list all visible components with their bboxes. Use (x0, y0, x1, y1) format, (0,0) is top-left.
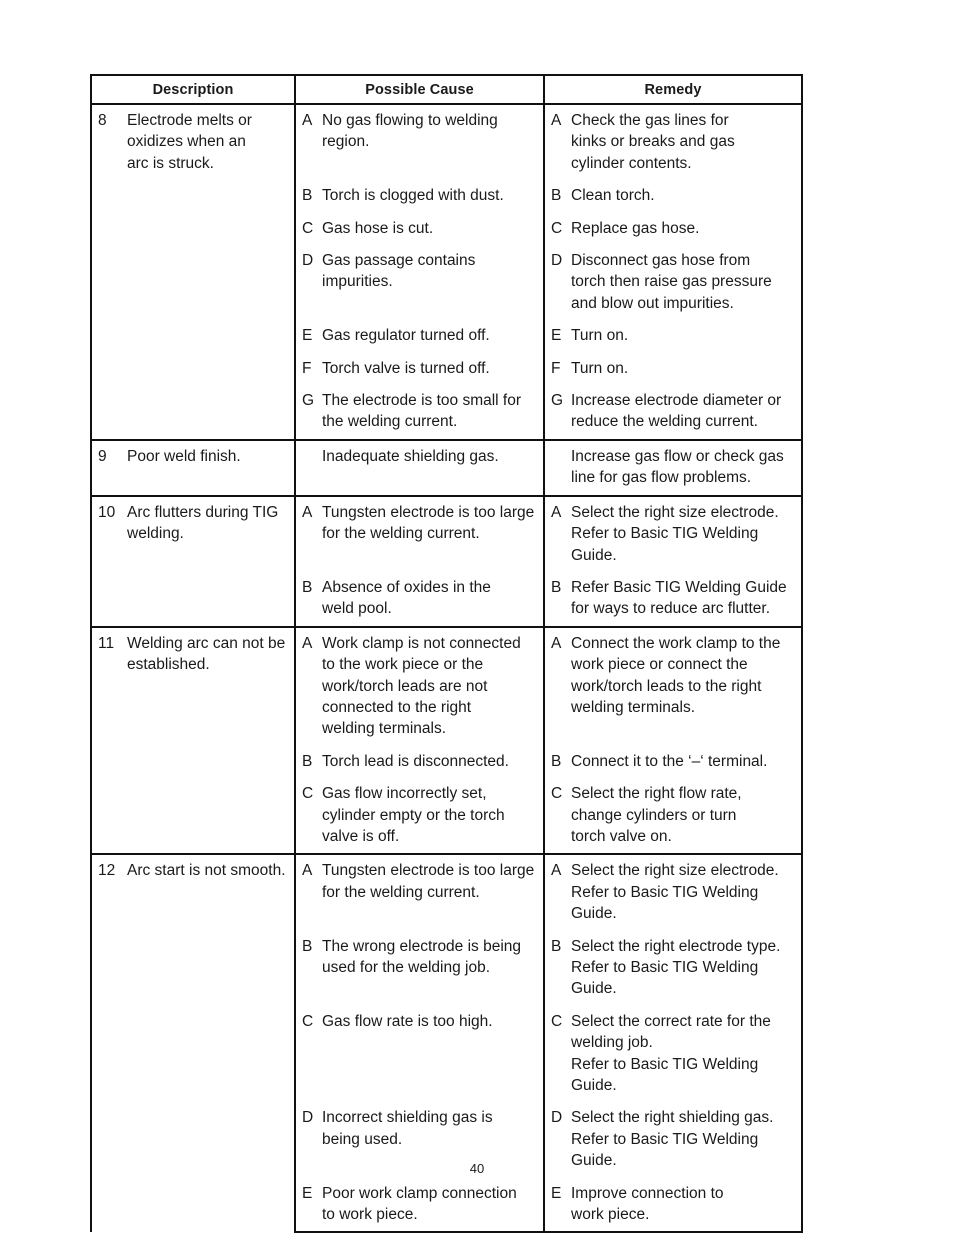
table-body (91, 104, 802, 1232)
remedy-item (545, 385, 801, 439)
remedy-item (545, 1178, 801, 1232)
cause-letter: B (302, 752, 313, 770)
problem-text: Welding arc can not be established. (127, 634, 286, 674)
problem-text: Arc start is not smooth. (127, 862, 286, 880)
cause-cell (295, 320, 544, 352)
remedy-letter: F (551, 359, 561, 377)
remedy-cell (544, 778, 802, 854)
cause-cell (295, 854, 544, 930)
cause-letter: F (302, 359, 312, 377)
remedy-letter: E (551, 327, 562, 345)
cause-text: No gas flowing to welding region. (322, 112, 498, 151)
remedy-letter: B (551, 937, 562, 955)
cause-cell (295, 440, 544, 496)
remedy-item (545, 628, 801, 725)
cause-text: Torch valve is turned off. (322, 359, 490, 377)
remedy-cell (544, 1178, 802, 1233)
cause-text: Torch lead is disconnected. (322, 752, 509, 770)
cause-item (296, 441, 543, 473)
cause-item (296, 855, 543, 909)
remedy-text: Turn on. (571, 327, 629, 345)
remedy-letter: A (551, 862, 562, 880)
remedy-text: Clean torch. (571, 187, 655, 205)
remedy-item (545, 746, 801, 778)
cause-letter: G (302, 392, 315, 410)
cause-cell (295, 1178, 544, 1233)
cause-cell (295, 245, 544, 320)
cause-letter: C (302, 219, 314, 237)
cause-letter: C (302, 1012, 314, 1030)
remedy-text: Connect it to the ‘–‘ terminal. (571, 752, 768, 770)
table-row (91, 627, 802, 746)
problem-text: Arc flutters during TIG welding. (127, 503, 279, 543)
table-row (91, 496, 802, 572)
cause-letter (302, 446, 322, 467)
table-row (91, 104, 802, 180)
description-cell (91, 627, 295, 855)
remedy-letter: A (551, 112, 562, 129)
remedy-text: Check the gas lines for kinks or breaks and gas cylinder contents. (571, 112, 735, 172)
table-header-row (91, 75, 802, 104)
header-description: Description (91, 75, 295, 104)
header-remedy: Remedy (544, 75, 802, 104)
cause-cell (295, 213, 544, 245)
remedy-text: Select the right shielding gas. Refer to Basic TIG Welding Guide. (571, 1109, 774, 1170)
cause-cell (295, 627, 544, 746)
problem-text: Poor weld finish. (127, 447, 241, 465)
cause-item (296, 572, 543, 626)
remedy-item (545, 245, 801, 320)
remedy-letter: B (551, 578, 562, 596)
remedy-letter: D (551, 252, 563, 270)
cause-cell (295, 180, 544, 212)
remedy-cell (544, 496, 802, 572)
page-number: 40 (469, 1161, 485, 1176)
description-cell (91, 496, 295, 627)
remedy-cell (544, 180, 802, 212)
problem-description (92, 855, 294, 881)
cause-cell (295, 746, 544, 778)
remedy-letter: G (551, 392, 564, 410)
description-cell (91, 440, 295, 496)
cause-item (296, 245, 543, 299)
cause-text: Gas hose is cut. (322, 219, 434, 237)
cause-item (296, 778, 543, 853)
remedy-item (545, 441, 801, 495)
remedy-text: Increase gas flow or check gas line for gas flow problems. (571, 447, 784, 487)
remedy-letter: B (551, 187, 562, 205)
cause-letter: A (302, 503, 313, 521)
remedy-cell (544, 854, 802, 930)
cause-text: The electrode is too small for the welding current. (322, 392, 522, 431)
cause-text: Gas regulator turned off. (322, 327, 490, 345)
remedy-letter: A (551, 634, 562, 652)
remedy-text: Disconnect gas hose from torch then raise gas pressure and blow out impurities. (571, 252, 772, 312)
remedy-text: Select the correct rate for the welding job. Refer to Basic TIG Welding Guide. (571, 1012, 771, 1095)
problem-number: 10 (98, 503, 116, 521)
cause-letter: B (302, 187, 313, 205)
cause-letter: D (302, 1109, 314, 1127)
cause-item (296, 931, 543, 985)
description-cell (91, 104, 295, 440)
problem-number: 12 (98, 862, 116, 880)
remedy-letter: B (551, 752, 562, 770)
cause-letter: C (302, 785, 314, 803)
cause-cell (295, 104, 544, 180)
remedy-item (545, 353, 801, 385)
remedy-text: Improve connection to work piece. (571, 1184, 724, 1224)
remedy-letter: C (551, 1012, 563, 1030)
cause-cell (295, 496, 544, 572)
troubleshooting-table-container (90, 74, 801, 1233)
remedy-cell (544, 627, 802, 746)
remedy-item (545, 105, 801, 180)
cause-item (296, 353, 543, 385)
cause-letter: E (302, 327, 313, 345)
cause-cell (295, 572, 544, 627)
remedy-text: Replace gas hose. (571, 219, 700, 237)
cause-text: Poor work clamp connection to work piece. (322, 1184, 517, 1224)
remedy-text: Select the right size electrode. Refer to Basic TIG Welding Guide. (571, 862, 779, 923)
remedy-text: Refer Basic TIG Welding Guide for ways to reduce arc flutter. (571, 578, 787, 618)
problem-number: 8 (98, 112, 107, 129)
remedy-letter: C (551, 219, 563, 237)
table-row (91, 440, 802, 496)
cause-text: Gas flow incorrectly set, cylinder empty or the torch valve is off. (322, 785, 505, 845)
remedy-text: Connect the work clamp to the work piece or connect the work/torch leads to the right welding terminals. (571, 634, 781, 716)
cause-cell (295, 353, 544, 385)
remedy-item (545, 180, 801, 212)
troubleshooting-table (90, 74, 803, 1233)
cause-cell (295, 1006, 544, 1103)
cause-letter: A (302, 112, 313, 129)
cause-text: Work clamp is not connected to the work piece or the work/torch leads are not connected to the right welding terminals. (322, 634, 521, 738)
cause-text: Gas passage contains impurities. (322, 252, 476, 291)
problem-number: 11 (98, 634, 115, 652)
cause-cell (295, 931, 544, 1006)
remedy-cell (544, 746, 802, 778)
cause-item (296, 628, 543, 746)
table-row (91, 854, 802, 930)
remedy-letter: C (551, 785, 563, 803)
remedy-item (545, 320, 801, 352)
cause-item (296, 1102, 543, 1156)
cause-text: The wrong electrode is being used for the welding job. (322, 937, 522, 976)
cause-letter: B (302, 937, 313, 955)
cause-item (296, 1178, 543, 1232)
cause-item (296, 746, 543, 778)
remedy-item (545, 497, 801, 572)
remedy-text: Select the right size electrode. Refer to Basic TIG Welding Guide. (571, 503, 779, 564)
cause-text: Gas flow rate is too high. (322, 1012, 493, 1030)
cause-letter: D (302, 252, 314, 270)
remedy-cell (544, 1006, 802, 1103)
remedy-item (545, 1006, 801, 1103)
remedy-text: Increase electrode diameter or reduce the welding current. (571, 392, 782, 431)
cause-item (296, 105, 543, 159)
remedy-text: Turn on. (571, 359, 629, 377)
remedy-letter: D (551, 1109, 563, 1127)
problem-number: 9 (98, 447, 107, 465)
remedy-cell (544, 353, 802, 385)
header-possible-cause: Possible Cause (295, 75, 544, 104)
cause-cell (295, 385, 544, 440)
remedy-text: Select the right electrode type. Refer to Basic TIG Welding Guide. (571, 937, 781, 998)
cause-cell (295, 778, 544, 854)
remedy-cell (544, 104, 802, 180)
remedy-item (545, 572, 801, 626)
cause-item (296, 180, 543, 212)
remedy-item (545, 778, 801, 853)
problem-description (92, 628, 294, 676)
remedy-item (545, 213, 801, 245)
remedy-item (545, 931, 801, 1006)
problem-description (92, 497, 294, 545)
cause-text: Torch is clogged with dust. (322, 187, 504, 205)
remedy-item (545, 855, 801, 930)
remedy-letter: A (551, 503, 562, 521)
cause-text: Tungsten electrode is too large for the welding current. (322, 862, 535, 901)
remedy-letter: E (551, 1184, 562, 1202)
problem-text: Electrode melts or oxidizes when an arc is struck. (127, 112, 252, 172)
remedy-cell (544, 245, 802, 320)
cause-letter: A (302, 862, 313, 880)
cause-text: Tungsten electrode is too large for the welding current. (322, 503, 535, 543)
remedy-letter (551, 446, 571, 489)
cause-item (296, 497, 543, 551)
problem-description (92, 441, 294, 467)
cause-item (296, 385, 543, 439)
cause-text: Incorrect shielding gas is being used. (322, 1109, 493, 1148)
cause-text: Absence of oxides in the weld pool. (322, 578, 491, 618)
problem-description (92, 105, 294, 174)
remedy-cell (544, 931, 802, 1006)
cause-item (296, 320, 543, 352)
remedy-cell (544, 572, 802, 627)
cause-text: Inadequate shielding gas. (322, 447, 499, 465)
remedy-cell (544, 440, 802, 496)
cause-letter: E (302, 1184, 313, 1202)
cause-letter: B (302, 578, 313, 596)
remedy-cell (544, 320, 802, 352)
cause-item (296, 1006, 543, 1038)
remedy-cell (544, 385, 802, 440)
cause-item (296, 213, 543, 245)
remedy-text: Select the right flow rate, change cylinders or turn torch valve on. (571, 785, 742, 845)
remedy-cell (544, 213, 802, 245)
cause-letter: A (302, 634, 313, 652)
